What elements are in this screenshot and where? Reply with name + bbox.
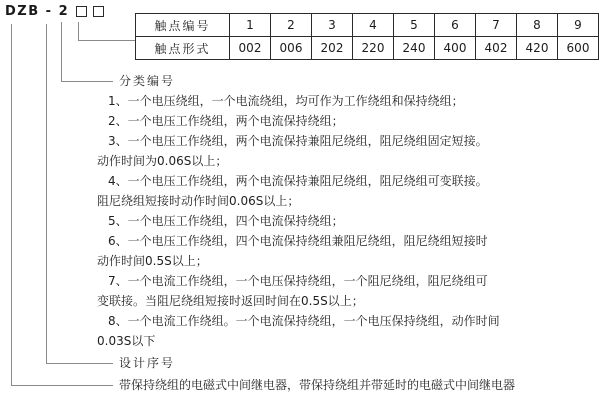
table-cell: 2 (271, 14, 312, 37)
leader-line-relay-type-horizontal (11, 385, 113, 386)
table-cell: 3 (312, 14, 353, 37)
table-cell: 220 (353, 37, 394, 60)
table-cell: 400 (435, 37, 476, 60)
contact-number-row (136, 14, 599, 37)
classification-line: 阻尼绕组短接时动作时间0.06S以上； (97, 194, 300, 208)
leader-line-design-serial-vertical (46, 24, 47, 364)
table-cell: 7 (476, 14, 517, 37)
classification-line: 变联接。当阻尼绕组短接时返回时间在0.5S以上； (97, 294, 364, 308)
classification-label: 分类编号 (119, 74, 176, 88)
table-cell: 4 (353, 14, 394, 37)
table-cell: 420 (517, 37, 558, 60)
placeholder-box-2 (93, 6, 104, 17)
classification-list (97, 91, 500, 351)
classification-line: 4、一个电压工作绕组，两个电流保持兼阻尼绕组，阻尼绕组可变联接。 (108, 174, 488, 188)
classification-line: 1、一个电压绕组，一个电流绕组，均可作为工作绕组和保持绕组； (108, 94, 464, 108)
leader-line-contact-vertical (78, 22, 79, 41)
leader-line-classification-horizontal (61, 81, 113, 82)
table-cell: 006 (271, 37, 312, 60)
leader-line-classification-vertical (61, 22, 62, 82)
table-cell: 240 (394, 37, 435, 60)
contact-form-row (136, 37, 599, 60)
classification-line: 0.03S以下 (97, 334, 156, 348)
leader-line-relay-type-vertical (11, 24, 12, 386)
table-cell: 600 (558, 37, 599, 60)
classification-line: 7、一个电流工作绕组，一个电压保持绕组，一个阻尼绕组，阻尼绕组可 (108, 274, 488, 288)
relay-description: 带保持绕组的电磁式中间继电器，带保持绕组并带延时的电磁式中间继电器 (119, 378, 516, 392)
contact-form-label: 触点形式 (136, 37, 230, 60)
leader-line-contact-horizontal (78, 40, 135, 41)
table-cell: 202 (312, 37, 353, 60)
classification-line: 动作时间为0.06S以上； (97, 154, 228, 168)
model-placeholders (76, 6, 104, 17)
contact-number-label: 触点编号 (136, 14, 230, 37)
classification-line: 6、一个电压工作绕组，四个电流保持绕组兼阻尼绕组，阻尼绕组短接时 (108, 234, 488, 248)
table-cell: 6 (435, 14, 476, 37)
classification-line: 动作时间0.5S以上； (97, 254, 208, 268)
classification-line: 8、一个电流工作绕组。一个电流保持绕组，一个电压保持绕组，动作时间 (108, 314, 500, 328)
table-cell: 8 (517, 14, 558, 37)
table-cell: 1 (230, 14, 271, 37)
table-cell: 5 (394, 14, 435, 37)
table-cell: 9 (558, 14, 599, 37)
contact-table (135, 13, 599, 60)
table-cell: 002 (230, 37, 271, 60)
model-prefix: DZB - 2 (5, 4, 70, 19)
classification-line: 2、一个电压工作绕组，两个电流保持绕组； (108, 114, 344, 128)
model-code (5, 4, 104, 19)
leader-line-design-serial-horizontal (46, 363, 113, 364)
placeholder-box-1 (76, 6, 87, 17)
design-serial-label: 设计序号 (119, 356, 176, 370)
classification-line: 3、一个电压工作绕组，两个电流保持兼阻尼绕组，阻尼绕组固定短接。 (108, 134, 488, 148)
table-cell: 402 (476, 37, 517, 60)
classification-line: 5、一个电压工作绕组，四个电流保持绕组； (108, 214, 344, 228)
